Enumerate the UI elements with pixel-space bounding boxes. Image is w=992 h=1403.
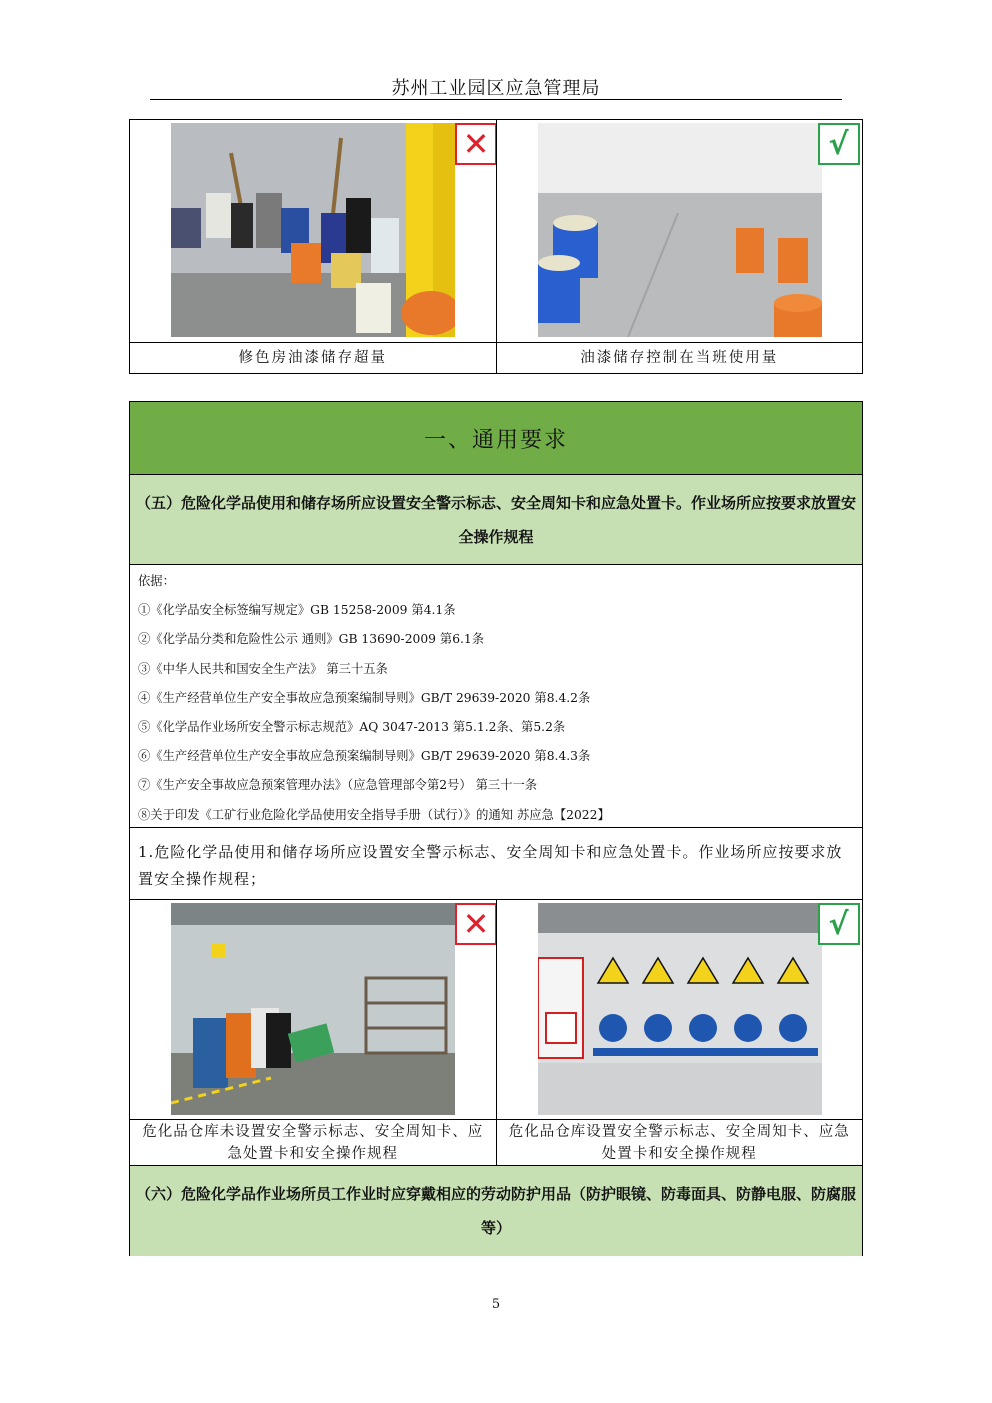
warehouse-with-signs-photo [538, 903, 822, 1115]
paint-room-overstock-photo [171, 123, 455, 337]
good-example-cell [496, 900, 863, 1119]
requirement-5-heading: （五）危险化学品使用和储存场所应设置安全警示标志、安全周知卡和应急处置卡。作业场所应按要求放置安全操作规程 [130, 474, 862, 564]
basis-item: ⑤《化学品作业场所安全警示标志规范》AQ 3047-2013 第5.1.2条、第5.2条 [138, 720, 566, 735]
section-title: 一、通用要求 [130, 402, 862, 474]
good-example-caption: 油漆储存控制在当班使用量 [496, 343, 863, 373]
good-example-cell [496, 120, 863, 342]
general-requirements-table [129, 401, 863, 1256]
incorrect-mark-icon: ✕ [455, 903, 497, 945]
basis-label: 依据： [138, 574, 175, 588]
basis-item: ④《生产经营单位生产安全事故应急预案编制导则》GB/T 29639-2020 第8.4.2条 [138, 690, 591, 705]
basis-list [130, 564, 862, 827]
basis-item: ③《中华人民共和国安全生产法》 第三十五条 [138, 661, 388, 676]
basis-item: ⑦《生产安全事故应急预案管理办法》（应急管理部令第2号） 第三十一条 [138, 778, 538, 793]
incorrect-mark-icon: ✕ [455, 123, 497, 165]
correct-mark-icon: √ [818, 903, 860, 945]
paint-storage-comparison-table [129, 119, 863, 374]
basis-item: ⑧关于印发《工矿行业危险化学品使用安全指导手册（试行）》的通知 苏应急【2022】 [138, 807, 610, 822]
bad-example-cell [130, 120, 496, 342]
bad-example-cell [130, 900, 496, 1119]
page-header-title: 苏州工业园区应急管理局 [391, 78, 601, 99]
header-divider [150, 99, 842, 100]
bad-example-caption: 修色房油漆储存超量 [238, 350, 387, 366]
page-number: 5 [491, 1297, 501, 1312]
basis-item: ⑥《生产经营单位生产安全事故应急预案编制导则》GB/T 29639-2020 第8.4.3条 [138, 749, 591, 764]
basis-item: ①《化学品安全标签编写规定》GB 15258-2009 第4.1条 [138, 603, 456, 618]
good-example-caption: 危化品仓库设置安全警示标志、安全周知卡、应急处置卡和安全操作规程 [496, 1120, 863, 1165]
correct-mark-icon: √ [818, 123, 860, 165]
requirement-6-heading: （六）危险化学品作业场所员工作业时应穿戴相应的劳动防护用品（防护眼镜、防毒面具、防静电服、防腐服等） [130, 1165, 862, 1256]
bad-example-caption: 危化品仓库未设置安全警示标志、安全周知卡、应急处置卡和安全操作规程 [142, 1123, 484, 1162]
item-1-text: 1.危险化学品使用和储存场所应设置安全警示标志、安全周知卡和应急处置卡。作业场所应按要求放置安全操作规程； [130, 827, 862, 899]
paint-limited-storage-photo [538, 123, 822, 337]
basis-item: ②《化学品分类和危险性公示 通则》GB 13690-2009 第6.1条 [138, 632, 485, 647]
warehouse-without-signs-photo [171, 903, 455, 1115]
